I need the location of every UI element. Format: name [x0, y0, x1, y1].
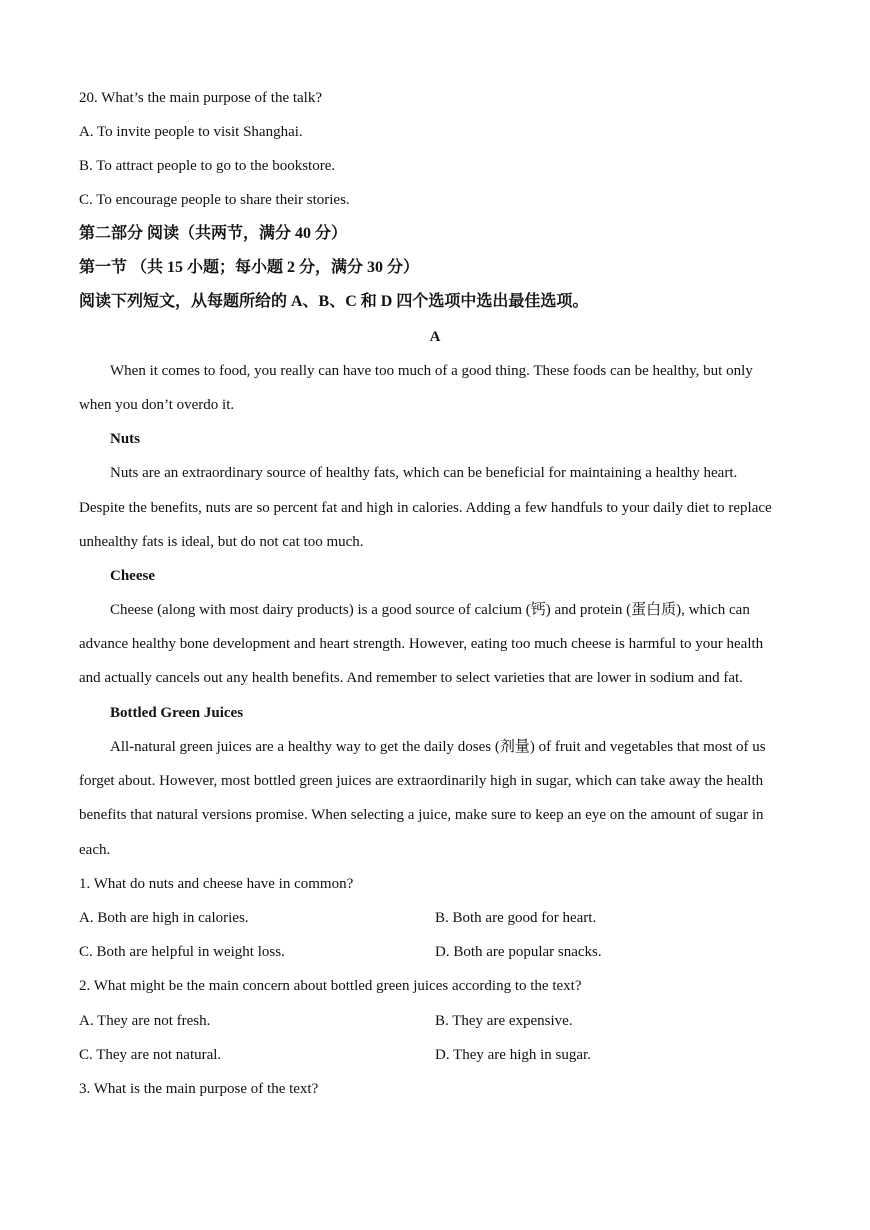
- juices-line: forget about. However, most bottled green juices are extraordinarily high in sugar, which can take away the health: [79, 773, 764, 789]
- intro-line: When it comes to food, you really can have too much of a good thing. These foods can be healthy, but only: [110, 363, 753, 379]
- q1-option-c: C. Both are helpful in weight loss.: [79, 944, 285, 960]
- q20-option-b: B. To attract people to go to the bookstore.: [79, 158, 336, 174]
- q20-option-a: A. To invite people to visit Shanghai.: [79, 124, 303, 140]
- juices-line: All-natural green juices are a healthy way to get the daily doses (剂量) of fruit and vegetables that most of us: [110, 739, 766, 755]
- part-title: 第二部分 阅读（共两节，满分 40 分）: [79, 225, 348, 242]
- q2-stem: 2. What might be the main concern about bottled green juices according to the text?: [79, 978, 582, 994]
- instructions: 阅读下列短文，从每题所给的 A、B、C 和 D 四个选项中选出最佳选项。: [79, 293, 589, 310]
- q2-option-c: C. They are not natural.: [79, 1047, 222, 1063]
- q1-stem: 1. What do nuts and cheese have in common?: [79, 876, 354, 892]
- q2-option-a: A. They are not fresh.: [79, 1013, 211, 1029]
- q20-stem: 20. What’s the main purpose of the talk?: [79, 90, 322, 106]
- juices-line: benefits that natural versions promise. When selecting a juice, make sure to keep an eye on the amount of sugar in: [79, 807, 764, 823]
- nuts-line: Nuts are an extraordinary source of healthy fats, which can be beneficial for maintaining a healthy heart.: [110, 465, 738, 481]
- cheese-line: advance healthy bone development and heart strength. However, eating too much cheese is harmful to your health: [79, 636, 764, 652]
- cheese-line: Cheese (along with most dairy products) is a good source of calcium (钙) and protein (蛋白质), which can: [110, 602, 750, 618]
- juices-title: Bottled Green Juices: [110, 705, 244, 721]
- juices-line: each.: [79, 842, 111, 858]
- cheese-line: and actually cancels out any health benefits. And remember to select varieties that are lower in sodium and fat.: [79, 670, 743, 686]
- q1-option-a: A. Both are high in calories.: [79, 910, 249, 926]
- passage-letter: A: [429, 329, 441, 345]
- cheese-title: Cheese: [110, 568, 155, 584]
- q2-option-b: B. They are expensive.: [435, 1013, 573, 1029]
- q2-option-d: D. They are high in sugar.: [435, 1047, 591, 1063]
- q1-option-d: D. Both are popular snacks.: [435, 944, 602, 960]
- q20-option-c: C. To encourage people to share their stories.: [79, 192, 350, 208]
- q1-option-b: B. Both are good for heart.: [435, 910, 597, 926]
- intro-line: when you don’t overdo it.: [79, 397, 235, 413]
- nuts-line: unhealthy fats is ideal, but do not cat too much.: [79, 534, 364, 550]
- nuts-line: Despite the benefits, nuts are so percent fat and high in calories. Adding a few handfuls to your daily diet to replace: [79, 500, 772, 516]
- q3-stem: 3. What is the main purpose of the text?: [79, 1081, 319, 1097]
- subsection-title: 第一节 （共 15 小题；每小题 2 分，满分 30 分）: [79, 259, 420, 276]
- nuts-title: Nuts: [110, 431, 141, 447]
